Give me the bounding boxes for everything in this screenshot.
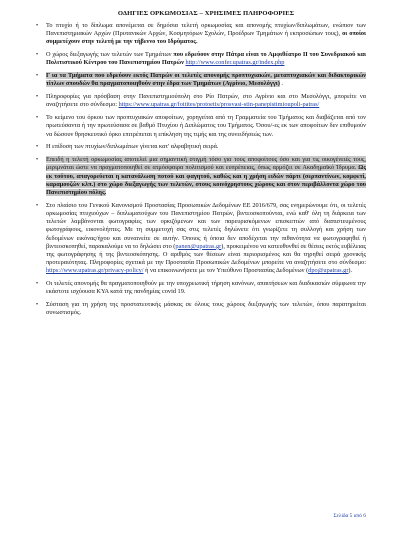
bullet-icon: • (36, 202, 39, 209)
item-bold-text: που εδρεύουν στην Πάτρα είναι το Αμφιθέατρο ΙΙ του Συνεδριακού και Πολιτιστικού Κέντρου του Πανεπιστημίου Πατρών (46, 51, 366, 67)
bullet-icon: • (36, 73, 39, 80)
panen-email-link[interactable]: panen@upatras.gr (175, 242, 222, 250)
info-list (36, 22, 366, 318)
bullet-icon: • (36, 281, 39, 288)
item-highlight-text: (Αγρίνιο, Μεσολόγγι) (222, 80, 280, 88)
list-item-venue-patras (36, 51, 366, 67)
item-text: . (279, 80, 284, 88)
list-item-alphabetical (36, 143, 366, 151)
item-highlight-text: Επειδή η τελετή ορκωμοσίας αποτελεί μια σημαντική στιγμή τόσο για τους αποφοίτους όσο και για τις οικογένειές τους, μεριμνάται ώστε να πραγματοποιηθεί σε ατμόσφαιρα πολιτισμού και ευπρέπειας, όπως αρμόζει σε Ακαδημαϊκό Ίδρυμα. (46, 156, 366, 172)
bullet-icon: • (36, 157, 39, 164)
list-item-oath-text (36, 114, 366, 139)
bullet-icon: • (36, 52, 39, 59)
list-item-ceremony (36, 22, 366, 47)
dpo-email-link[interactable]: dpo@upatras.gr (308, 267, 349, 275)
bullet-icon: • (36, 302, 39, 309)
bullet-icon: • (36, 23, 39, 29)
item-text: Η επίδοση των πτυχίων/διπλωμάτων γίνεται κατ' αλφαβητική σειρά. (46, 143, 219, 151)
item-text: Ο χώρος διεξαγωγής των τελετών των Τμημάτων (46, 51, 174, 59)
list-item-covid-rules (36, 280, 366, 296)
item-text: Το κείμενο του όρκου των προπτυχιακών αποφοίτων, χορηγείται από τη Γραμματεία του Τμήματος και διαβάζεται από τον πρωτεύσαντα ή την πρωτεύσασα σε βαθμό Πτυχίου ή Διπλώματος του Τμήματος. Όσου/-ες εκ των αποφοίτων δεν επιθυμούν να δώσουν θρησκευτικό όρκο επιτρέπεται η επίκληση της τιμής και της συνειδήσεώς των. (46, 114, 366, 138)
page-number: Σελίδα 5 από 6 (333, 513, 366, 519)
page-title: ΟΔΗΓΙΕΣ ΟΡΚΩΜΟΣΙΑΣ – ΧΡΗΣΙΜΕΣ ΠΛΗΡΟΦΟΡΙΕΣ (117, 10, 295, 17)
item-text: ). (348, 267, 353, 275)
item-text: Πληροφορίες για πρόσβαση στην Πανεπιστημιούπολη στο Ρίο Πατρών, στο Αγρίνιο και στο Μεσολόγγι, μπορείτε να αναζητήσετε στο σύνδεσμο: (46, 93, 366, 109)
list-item-access-info (36, 93, 366, 109)
item-bold-text: Γ ια τα Τμήματα που εδρεύουν εκτός Πατρών οι τελετές απονομής προπτυχιακών, μεταπτυχιακών και διδακτορικών τίτλων σπουδών θα πραγματοποιηθούν στην έδρα των Τμημάτων (46, 72, 366, 88)
bullet-icon: • (36, 94, 39, 101)
item-text: Στο πλαίσιο του Γενικού Κανονισμού Προστασίας Προσωπικών Δεδομένων ΕΕ 2016/679, σας ενημερώνουμε ότι, οι τελετές ορκωμοσίας πτυχιούχων – διπλωματούχων του Πανεπιστημίου Πατρών, βιντεοσκοπούνται, ενώ καθ' όλη τη διάρκεια των τελετών λαμβάνονται φωτογραφίες των ορκιζόμενων και των παρευρισκόμενων επισκεπτών από διαπιστευμένους φωτογράφους, εικονολήπτες. Με τη συμμετοχή σας στις τελετές δηλώνετε ότι γνωρίζετε τη συλλογή και χρήση των δεδομένων εικόνας/ήχου και συναινείτε σε αυτήν. Όποιος ή όποια δεν αποδέχεται την πιθανότητα να φωτογραφηθεί ή βιντεοσκοπηθεί, παρακαλούμε να το δηλώσει στο ( (46, 201, 366, 250)
list-item-gdpr (36, 201, 366, 276)
item-bold-text: οι οποίοι συμμετέχουν στην τελετή με την τήβεννο του Ιδρύματος. (46, 30, 366, 46)
bullet-icon: • (36, 115, 39, 122)
bullet-icon: • (36, 144, 39, 151)
item-bold-highlight-text: Ως εκ τούτου, απαγορεύεται η κατανάλωση ποτού και φαγητού, καθώς και η χρήση ειδών πάρτι (σερπαντίνων, κομφετί, καραμουζών κλπ.) στο χώρο διεξαγωγής των τελετών, στους κοινόχρηστους χώρους και στον περιβάλλοντα χώρο του Πανεπιστημίου πόλης. (46, 164, 366, 197)
confer-link[interactable]: http://www.confer.upatras.gr/index.php (185, 59, 285, 67)
access-link[interactable]: https://www.upatras.gr/foitites/protoetis/prosvasi-stin-panepistimioupoli-patras/ (118, 101, 320, 109)
item-text: Σύσταση για τη χρήση της προστατευτικής μάσκας σε όλους τους χώρους διεξαγωγής των τελετών, όπου παρατηρείται συνωστισμός. (46, 301, 366, 317)
privacy-policy-link[interactable]: https://www.upatras.gr/privacy-policy/ (46, 267, 144, 275)
item-text: ή να επικοινωνήσετε με τον Υπεύθυνο Προστασίας Δεδομένων ( (143, 267, 309, 275)
item-text: ), προκειμένου να κατευθυνθεί σε θέσεις εκτός ευβέλειας της φωτογράφησης ή της βιντεοσκόπησης. Ο αριθμός των θέσεων είναι περιορισμένος και θα τηρηθεί σειρά χρονικής προτεραιότητας. Πληροφορίες σχετικά με την Προστασία Προσωπικών Δεδομένων μπορείτε να αναζητήσετε στο σύνδεσμο: (46, 242, 366, 267)
list-item-venue-other (36, 72, 366, 88)
item-text: Το πτυχίο ή το δίπλωμα απονέμεται σε δημόσια τελετή ορκωμοσίας και απονομής πτυχίων/διπλωμάτων, ενώπιον των Πανεπιστημιακών Αρχών (Πρυτανικών Αρχών, Κοσμητόρων Σχολών, Προέδρων Τμημάτων ή εκπροσώπων τους), (46, 22, 366, 38)
item-text: Οι τελετές απονομής θα πραγματοποιηθούν με την υποχρεωτική τήρηση κανόνων, απαιτήσεων και διαδικασιών σύμφωνα την εκάστοτε ισχύουσα ΚΥΑ κατά της πανδημίας covid 19. (46, 280, 366, 296)
list-item-mask (36, 301, 366, 317)
list-item-conduct (36, 156, 366, 197)
